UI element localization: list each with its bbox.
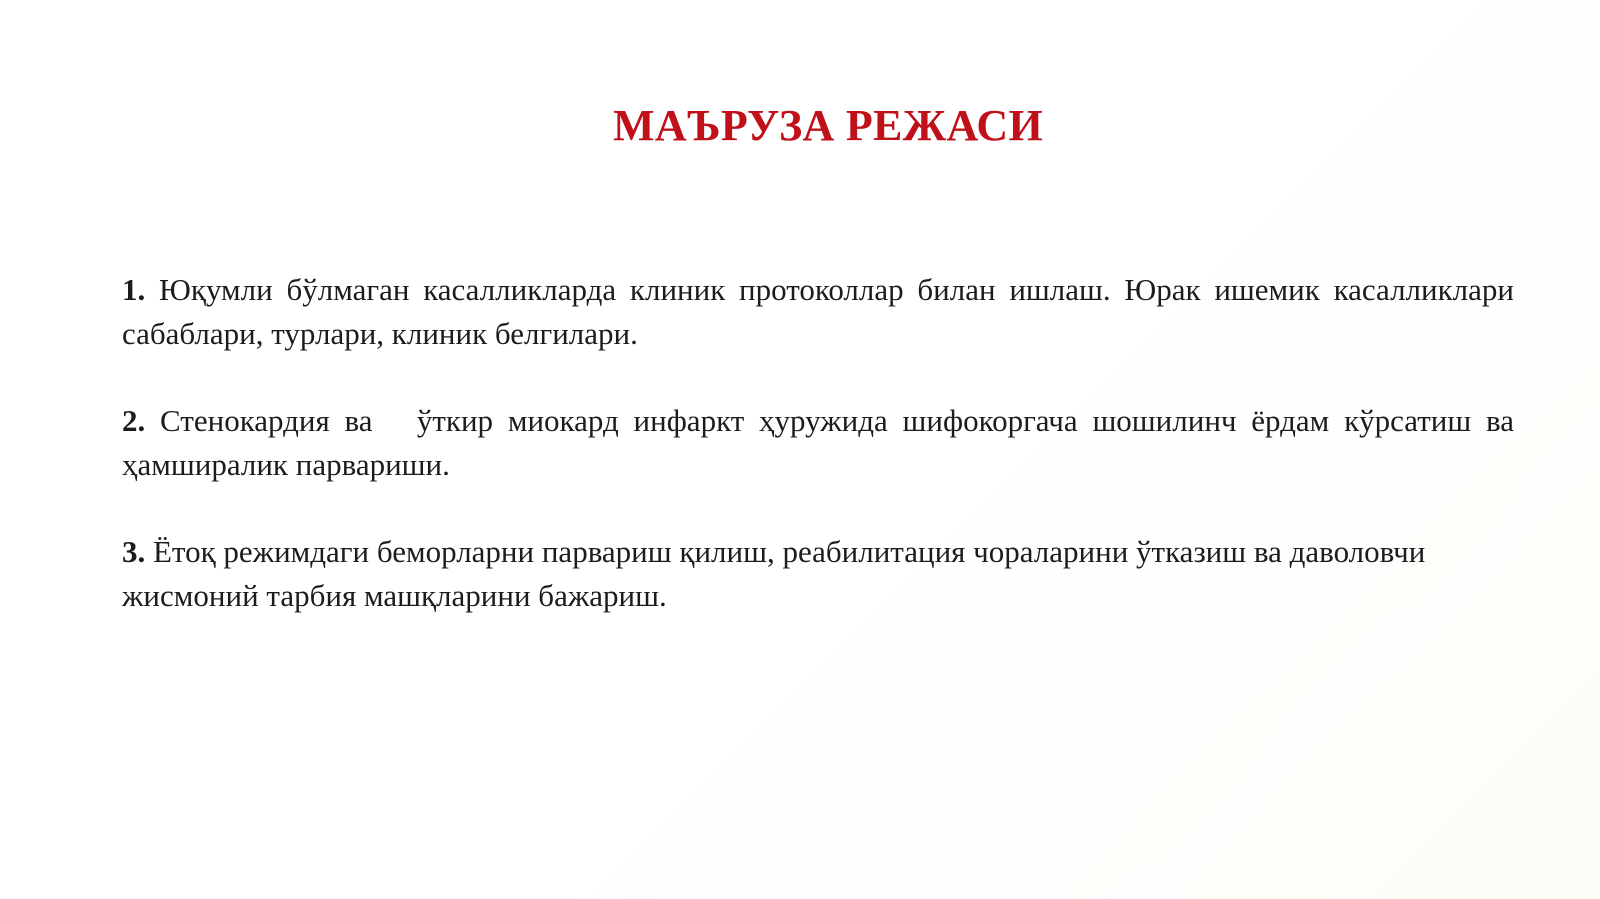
item-text: Стенокардия ва ўткир миокард инфаркт ҳуружида шифокоргача шошилинч ёрдам кўрсатиш ва ҳамширалик парвариши. [122, 403, 1522, 482]
lecture-plan-list [122, 268, 1522, 661]
list-item-2 [122, 399, 1522, 487]
list-item-1 [122, 268, 1514, 356]
page-title: МАЪРУЗА РЕЖАСИ [613, 101, 1043, 150]
item-text: Ётоқ режимдаги беморларни парвариш қилиш, реабилитация чораларини ўтказиш ва даволовчи жисмоний тарбия машқларини бажариш. [122, 534, 1426, 613]
item-number: 2. [122, 403, 146, 438]
item-number: 1. [122, 272, 146, 307]
item-number: 3. [122, 534, 146, 569]
item-text: Юқумли бўлмаган касалликларда клиник протоколлар билан ишлаш. Юрак ишемик касалликлари сабаблари, турлари, клиник белгилари. [122, 272, 1514, 351]
list-item-3 [122, 530, 1462, 618]
